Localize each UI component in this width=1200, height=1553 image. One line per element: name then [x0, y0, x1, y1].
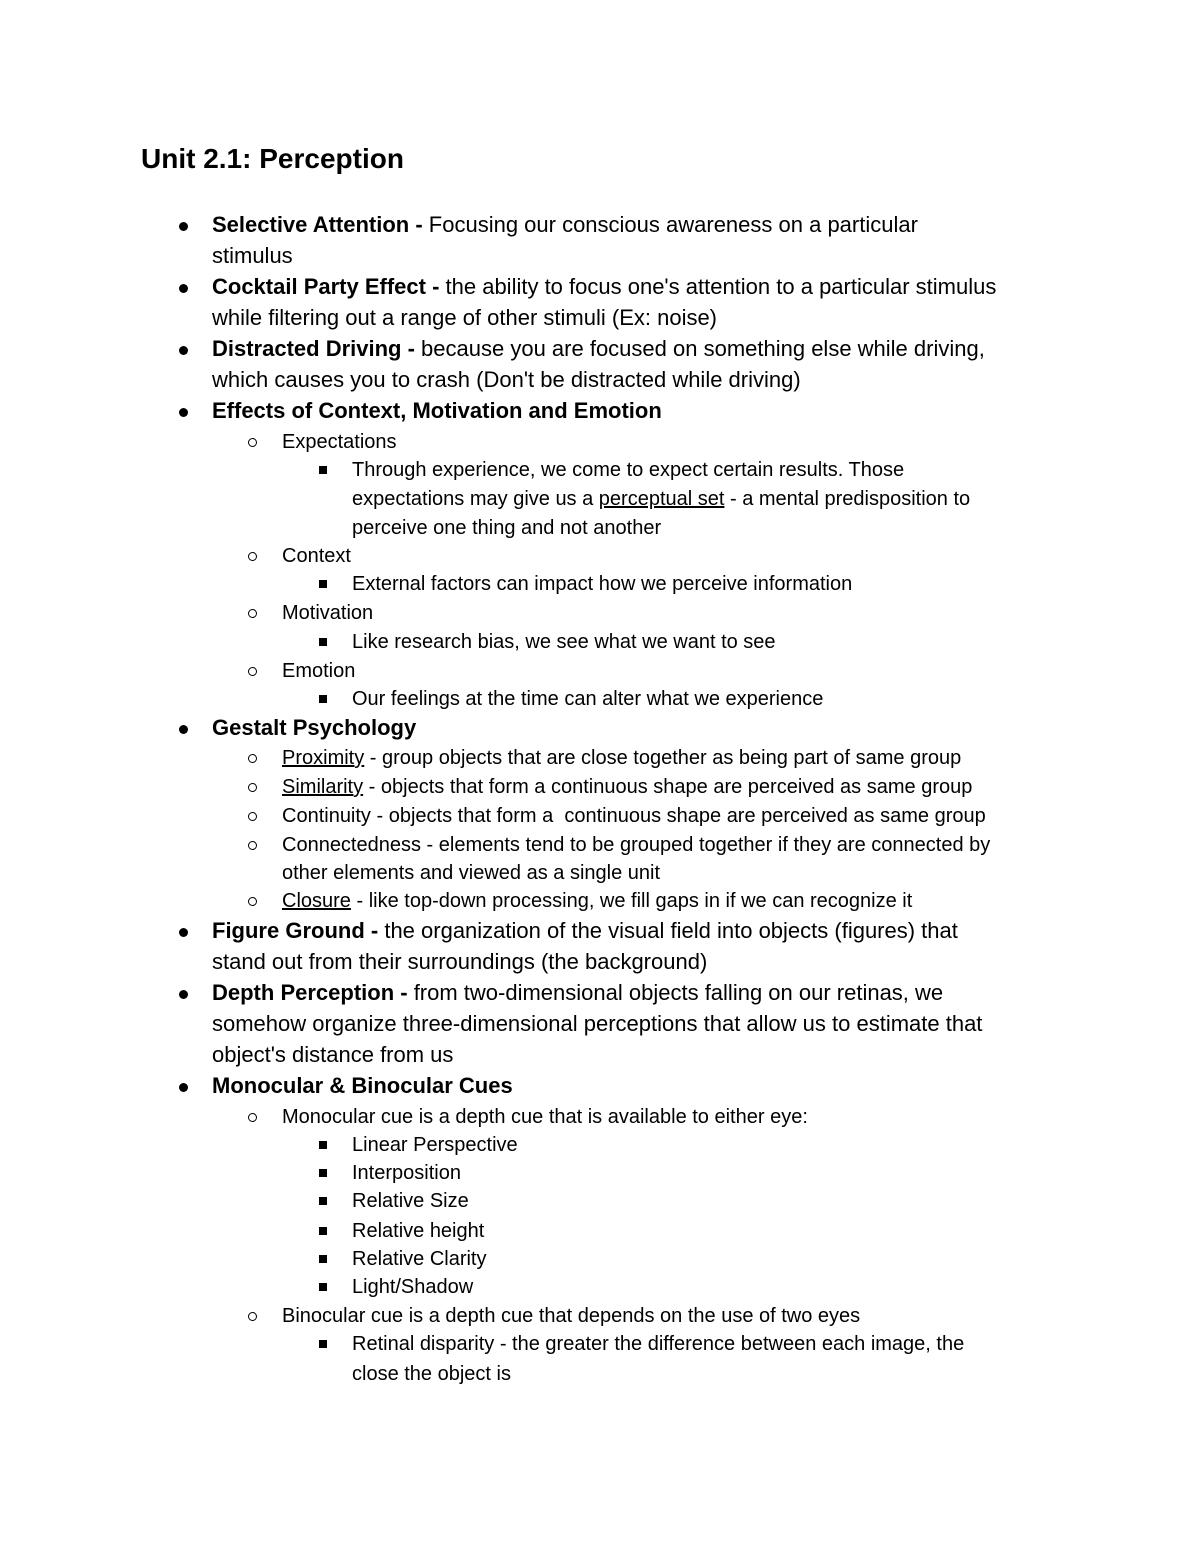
- gestalt-connectedness-cont: other elements and viewed as a single unit: [282, 862, 661, 884]
- term: Figure Ground -: [212, 918, 385, 943]
- motivation-detail: Like research bias, we see what we want to see: [352, 631, 776, 653]
- definition: from two-dimensional objects falling on our retinas, we: [413, 980, 944, 1005]
- bullet-circle: [248, 897, 257, 906]
- context-detail: External factors can impact how we perceive information: [352, 573, 853, 595]
- bullet-square: [319, 1141, 327, 1149]
- item-selective-attention-cont: stimulus: [212, 243, 293, 268]
- gestalt-closure: [282, 888, 912, 914]
- item-effects: Effects of Context, Motivation and Emotion: [212, 398, 662, 423]
- bullet-disc: [179, 725, 188, 734]
- bullet-disc: [179, 222, 188, 231]
- bullet-square: [319, 1197, 327, 1205]
- monocular-cue-item: Relative Size: [352, 1190, 469, 1212]
- bullet-disc: [179, 408, 188, 417]
- bullet-square: [319, 580, 327, 588]
- expectations-detail: Through experience, we come to expect certain results. Those: [352, 459, 905, 481]
- term: Distracted Driving -: [212, 336, 422, 361]
- item-cues: Monocular & Binocular Cues: [212, 1073, 513, 1098]
- text: - a mental predisposition to: [724, 488, 971, 510]
- bullet-circle: [248, 1113, 257, 1122]
- item-gestalt: Gestalt Psychology: [212, 715, 417, 740]
- bullet-circle: [248, 841, 257, 850]
- perceptual-set-term: perceptual set: [598, 488, 725, 510]
- definition: Focusing our conscious awareness on a particular: [428, 212, 918, 237]
- bullet-square: [319, 695, 327, 703]
- gestalt-proximity: [282, 745, 961, 771]
- bullet-circle: [248, 667, 257, 676]
- expectations-detail-cont: perceive one thing and not another: [352, 517, 662, 539]
- text: expectations may give us a: [352, 488, 599, 510]
- item-distracted-driving-cont: which causes you to crash (Don't be distracted while driving): [212, 367, 801, 392]
- term: Proximity: [282, 747, 365, 769]
- sub-emotion: Emotion: [282, 660, 356, 682]
- gestalt-similarity: [282, 774, 972, 800]
- bullet-square: [319, 1340, 327, 1348]
- monocular-cue-item: Relative height: [352, 1220, 485, 1242]
- definition: because you are focused on something else while driving,: [421, 336, 985, 361]
- emotion-detail: Our feelings at the time can alter what we experience: [352, 688, 824, 710]
- binocular-detail: Retinal disparity - the greater the difference between each image, the: [352, 1333, 965, 1355]
- gestalt-connectedness: Connectedness - elements tend to be grouped together if they are connected by: [282, 834, 991, 856]
- sub-expectations: Expectations: [282, 431, 397, 453]
- definition: the organization of the visual field into objects (figures) that: [384, 918, 958, 943]
- bullet-circle: [248, 783, 257, 792]
- bullet-square: [319, 1255, 327, 1263]
- bullet-square: [319, 466, 327, 474]
- binocular-detail-cont: close the object is: [352, 1363, 511, 1385]
- page-title: Unit 2.1: Perception: [141, 143, 404, 174]
- bullet-disc: [179, 1083, 188, 1092]
- monocular-cue-item: Light/Shadow: [352, 1276, 474, 1298]
- bullet-circle: [248, 812, 257, 821]
- sub-motivation: Motivation: [282, 602, 374, 624]
- item-depth-perception: [212, 980, 943, 1006]
- bullet-disc: [179, 990, 188, 999]
- term: Cocktail Party Effect -: [212, 274, 446, 299]
- term: Depth Perception -: [212, 980, 414, 1005]
- bullet-circle: [248, 438, 257, 447]
- definition: - group objects that are close together as being part of same group: [364, 747, 962, 769]
- monocular-cue-item: Linear Perspective: [352, 1134, 518, 1156]
- item-distracted-driving: [212, 336, 985, 362]
- definition: - objects that form a continuous shape are perceived as same group: [363, 776, 973, 798]
- monocular-cue-item: Relative Clarity: [352, 1248, 487, 1270]
- item-figure-ground: [212, 918, 958, 944]
- item-depth-perception-cont: somehow organize three-dimensional perceptions that allow us to estimate that: [212, 1011, 983, 1036]
- item-cocktail-party: [212, 274, 996, 300]
- bullet-square: [319, 638, 327, 646]
- gestalt-continuity: Continuity - objects that form a continuous shape are perceived as same group: [282, 805, 986, 827]
- bullet-disc: [179, 284, 188, 293]
- bullet-circle: [248, 754, 257, 763]
- bullet-circle: [248, 609, 257, 618]
- item-figure-ground-cont: stand out from their surroundings (the background): [212, 949, 708, 974]
- bullet-disc: [179, 346, 188, 355]
- item-selective-attention: [212, 212, 918, 238]
- monocular-cue-item: Interposition: [352, 1162, 461, 1184]
- term: Similarity: [282, 776, 364, 798]
- expectations-detail-cont: [352, 486, 970, 512]
- sub-context: Context: [282, 545, 351, 567]
- definition: - like top-down processing, we fill gaps in if we can recognize it: [350, 890, 913, 912]
- term: Selective Attention -: [212, 212, 429, 237]
- bullet-square: [319, 1227, 327, 1235]
- bullet-disc: [179, 928, 188, 937]
- sub-monocular: Monocular cue is a depth cue that is available to either eye:: [282, 1106, 808, 1128]
- sub-binocular: Binocular cue is a depth cue that depends on the use of two eyes: [282, 1305, 861, 1327]
- term: Closure: [282, 890, 351, 912]
- definition: the ability to focus one's attention to a particular stimulus: [445, 274, 997, 299]
- bullet-circle: [248, 1312, 257, 1321]
- bullet-circle: [248, 552, 257, 561]
- bullet-square: [319, 1283, 327, 1291]
- item-cocktail-party-cont: while filtering out a range of other stimuli (Ex: noise): [212, 305, 718, 330]
- bullet-square: [319, 1169, 327, 1177]
- item-depth-perception-cont: object's distance from us: [212, 1042, 454, 1067]
